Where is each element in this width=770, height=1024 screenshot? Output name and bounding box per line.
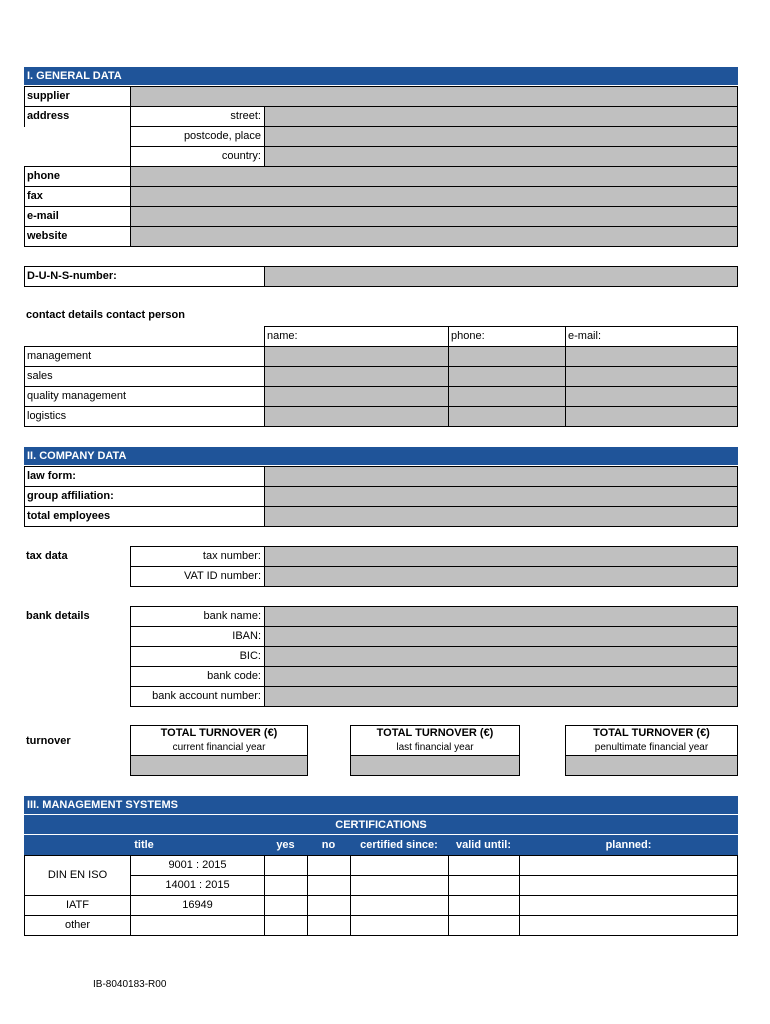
group-label: group affiliation: xyxy=(24,486,265,507)
turnover-box-last xyxy=(350,725,520,756)
cert-no-cell[interactable] xyxy=(307,855,351,876)
cert-yes-cell[interactable] xyxy=(264,855,308,876)
supplier-field[interactable] xyxy=(130,86,738,107)
cert-yes-cell[interactable] xyxy=(264,915,308,936)
contact-field[interactable] xyxy=(264,366,449,387)
iban-field[interactable] xyxy=(264,626,738,647)
iso-9001-label: 9001 : 2015 xyxy=(130,855,265,876)
other-label: other xyxy=(24,915,131,936)
bank-code-field[interactable] xyxy=(264,666,738,687)
contact-field[interactable] xyxy=(448,406,566,427)
contact-field[interactable] xyxy=(264,406,449,427)
supplier-label: supplier xyxy=(24,86,131,107)
postcode-field[interactable] xyxy=(264,126,738,147)
contact-field[interactable] xyxy=(565,386,738,407)
iban-label: IBAN: xyxy=(130,626,265,647)
group-field[interactable] xyxy=(264,486,738,507)
country-label: country: xyxy=(130,146,265,167)
email-label: e-mail xyxy=(24,206,131,227)
cert-col-title: title xyxy=(24,835,265,855)
cert-yes-cell[interactable] xyxy=(264,875,308,896)
law-form-field[interactable] xyxy=(264,466,738,487)
website-field[interactable] xyxy=(130,226,738,247)
cert-valid-cell[interactable] xyxy=(448,855,520,876)
cert-col-valid-until: valid until: xyxy=(448,835,520,855)
turnover-current-field[interactable] xyxy=(130,755,308,776)
cert-since-cell[interactable] xyxy=(350,915,449,936)
contact-field[interactable] xyxy=(264,346,449,367)
iatf-label: IATF xyxy=(24,895,131,916)
bank-name-label: bank name: xyxy=(130,606,265,627)
cert-planned-cell[interactable] xyxy=(519,855,738,876)
contact-col-phone: phone: xyxy=(448,326,566,347)
cert-valid-cell[interactable] xyxy=(448,875,520,896)
document-code: IB-8040183-R00 xyxy=(93,979,167,990)
cert-no-cell[interactable] xyxy=(307,895,351,916)
turnover-sub: penultimate financial year xyxy=(594,742,709,753)
turnover-title: TOTAL TURNOVER (€) xyxy=(160,727,278,739)
turnover-penultimate-field[interactable] xyxy=(565,755,738,776)
duns-field[interactable] xyxy=(264,266,738,287)
postcode-label: postcode, place xyxy=(130,126,265,147)
contact-row-management: management xyxy=(24,346,265,367)
tax-data-label: tax data xyxy=(26,550,68,562)
email-field[interactable] xyxy=(130,206,738,227)
country-field[interactable] xyxy=(264,146,738,167)
cert-col-planned: planned: xyxy=(519,835,738,855)
contact-field[interactable] xyxy=(448,346,566,367)
section-header-general: I. GENERAL DATA xyxy=(24,67,738,85)
tax-number-field[interactable] xyxy=(264,546,738,567)
cert-planned-cell[interactable] xyxy=(519,915,738,936)
street-field[interactable] xyxy=(264,106,738,127)
street-label: street: xyxy=(130,106,265,127)
account-label: bank account number: xyxy=(130,686,265,707)
turnover-sub: last financial year xyxy=(396,742,474,753)
turnover-box-current xyxy=(130,725,308,756)
cert-no-cell[interactable] xyxy=(307,875,351,896)
fax-label: fax xyxy=(24,186,131,207)
iso-14001-label: 14001 : 2015 xyxy=(130,875,265,896)
contact-field[interactable] xyxy=(565,346,738,367)
contact-row-sales: sales xyxy=(24,366,265,387)
turnover-title: TOTAL TURNOVER (€) xyxy=(376,727,494,739)
cert-planned-cell[interactable] xyxy=(519,875,738,896)
duns-label: D-U-N-S-number: xyxy=(24,266,265,287)
phone-field[interactable] xyxy=(130,166,738,187)
cert-yes-cell[interactable] xyxy=(264,895,308,916)
cert-since-cell[interactable] xyxy=(350,855,449,876)
vat-field[interactable] xyxy=(264,566,738,587)
contact-field[interactable] xyxy=(448,386,566,407)
contact-field[interactable] xyxy=(448,366,566,387)
turnover-box-penultimate xyxy=(565,725,738,756)
account-field[interactable] xyxy=(264,686,738,707)
contact-field[interactable] xyxy=(565,406,738,427)
contact-col-email: e-mail: xyxy=(565,326,738,347)
fax-field[interactable] xyxy=(130,186,738,207)
section-header-company: II. COMPANY DATA xyxy=(24,447,738,465)
other-title-field[interactable] xyxy=(130,915,265,936)
cert-col-certified-since: certified since: xyxy=(350,835,449,855)
turnover-sub: current financial year xyxy=(172,742,266,753)
website-label: website xyxy=(24,226,131,247)
bic-field[interactable] xyxy=(264,646,738,667)
certifications-header: CERTIFICATIONS xyxy=(24,815,738,835)
turnover-title: TOTAL TURNOVER (€) xyxy=(593,727,710,739)
address-label: address xyxy=(24,106,131,127)
cert-no-cell[interactable] xyxy=(307,915,351,936)
cert-since-cell[interactable] xyxy=(350,875,449,896)
contact-field[interactable] xyxy=(264,386,449,407)
bank-code-label: bank code: xyxy=(130,666,265,687)
contact-field[interactable] xyxy=(565,366,738,387)
contact-title: contact details contact person xyxy=(26,309,185,321)
cert-valid-cell[interactable] xyxy=(448,915,520,936)
cert-valid-cell[interactable] xyxy=(448,895,520,916)
cert-col-no: no xyxy=(307,835,351,855)
contact-row-logistics: logistics xyxy=(24,406,265,427)
bank-details-label: bank details xyxy=(26,610,90,622)
contact-col-name: name: xyxy=(264,326,449,347)
vat-label: VAT ID number: xyxy=(130,566,265,587)
contact-row-quality: quality management xyxy=(24,386,265,407)
iatf-number-label: 16949 xyxy=(130,895,265,916)
cert-col-yes: yes xyxy=(264,835,308,855)
employees-label: total employees xyxy=(24,506,265,527)
cert-since-cell[interactable] xyxy=(350,895,449,916)
bank-name-field[interactable] xyxy=(264,606,738,627)
din-en-iso-label: DIN EN ISO xyxy=(24,855,131,896)
phone-label: phone xyxy=(24,166,131,187)
section-header-management: III. MANAGEMENT SYSTEMS xyxy=(24,796,738,814)
turnover-last-field[interactable] xyxy=(350,755,520,776)
tax-number-label: tax number: xyxy=(130,546,265,567)
turnover-label: turnover xyxy=(26,735,71,747)
employees-field[interactable] xyxy=(264,506,738,527)
cert-planned-cell[interactable] xyxy=(519,895,738,916)
bic-label: BIC: xyxy=(130,646,265,667)
law-form-label: law form: xyxy=(24,466,265,487)
